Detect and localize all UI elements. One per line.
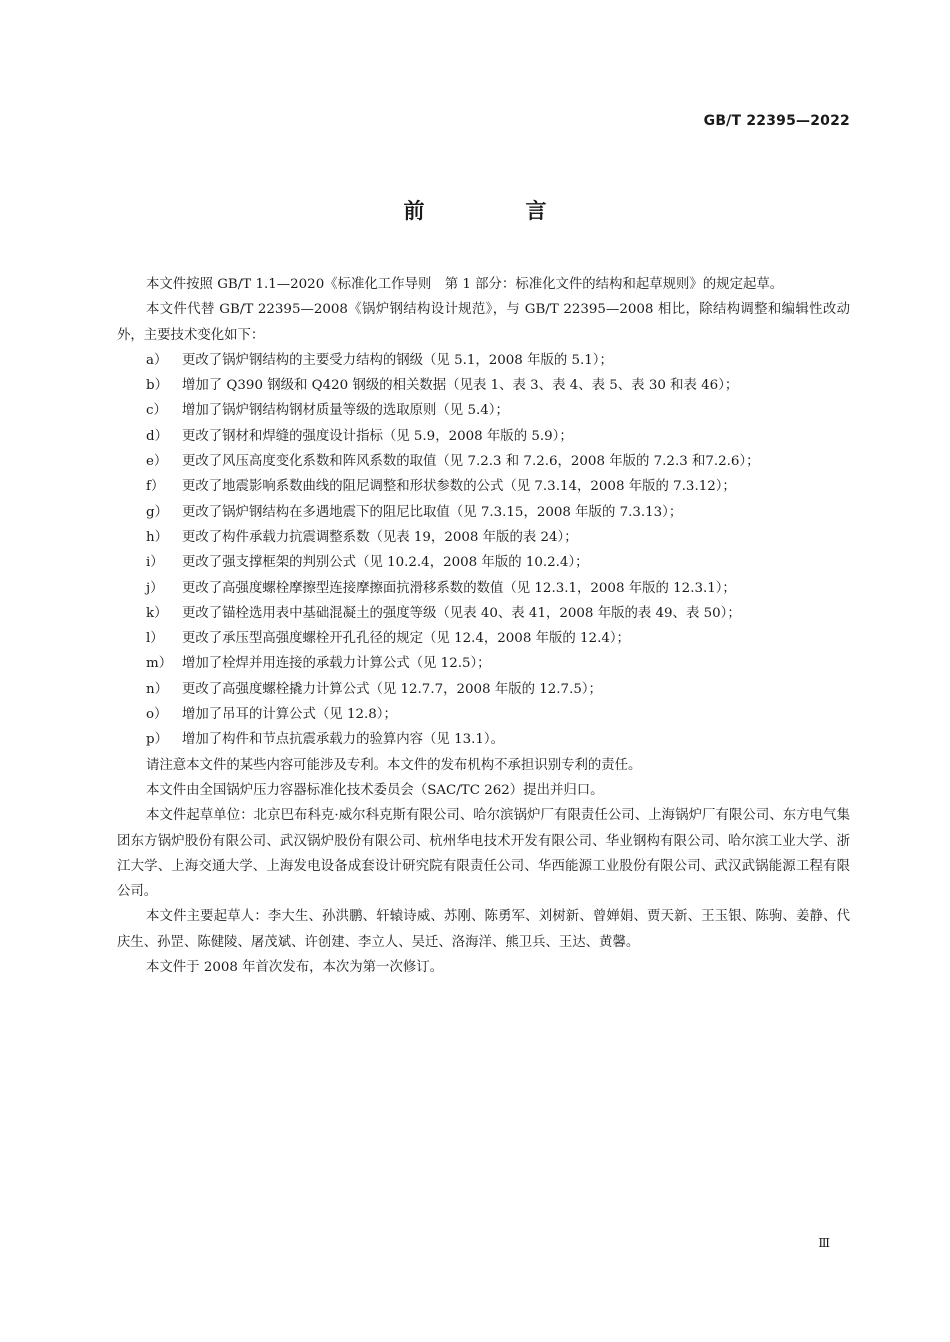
drafters: 本文件主要起草人：李大生、孙洪鹏、轩辕诗威、苏刚、陈勇军、刘树新、曾婵娟、贾天新、王玉银、陈驹、姜静、代庆生、孙罡、陈健陵、屠茂斌、许创建、李立人、吴迁、洛海洋、熊卫兵、王达、黄馨。 bbox=[117, 909, 850, 950]
list-text: 更改了风压高度变化系数和阵风系数的取值（见 7.2.3 和 7.2.6，2008 年版的 7.2.3 和7.2.6）； bbox=[182, 454, 760, 470]
intro-paragraph: 本文件按照 GB/T 1.1—2020《标准化工作导则 第 1 部分：标准化文件的结构和起草规则》的规定起草。 bbox=[146, 277, 784, 292]
list-text: 更改了高强度螺栓摩擦型连接摩擦面抗滑移系数的数值（见 12.3.1，2008 年版的 12.3.1）； bbox=[182, 580, 736, 596]
list-text: 更改了锅炉钢结构在多遇地震下的阻尼比取值（见 7.3.15，2008 年版的 7.3.13）； bbox=[182, 504, 683, 520]
drafting-organizations: 本文件起草单位：北京巴布科克·威尔科克斯有限公司、哈尔滨锅炉厂有限责任公司、上海锅炉厂有限公司、东方电气集团东方锅炉股份有限公司、武汉锅炉股份有限公司、杭州华电技术开发有限公司、华业钢构有限公司、哈尔滨工业大学、浙江大学、上海交通大学、上海发电设备成套设计研究院有限责任公司、华西能源工业股份有限公司、武汉武锅能源工程有限公司。 bbox=[117, 808, 850, 900]
list-marker: h） bbox=[146, 529, 169, 545]
list-text: 更改了锚栓选用表中基础混凝土的强度等级（见表 40、表 41，2008 年版的表 49、表 50）； bbox=[182, 605, 741, 621]
list-item bbox=[117, 348, 850, 373]
list-text: 增加了锅炉钢结构钢材质量等级的选取原则（见 5.4）； bbox=[182, 403, 509, 419]
list-text: 增加了 Q390 钢级和 Q420 钢级的相关数据（见表 1、表 3、表 4、表 5、表 30 和表 46）； bbox=[182, 378, 739, 394]
list-item bbox=[117, 373, 850, 398]
list-text: 更改了地震影响系数曲线的阻尼调整和形状参数的公式（见 7.3.14，2008 年版的 7.3.12）； bbox=[182, 479, 736, 495]
document-code: GB/T 22395—2022 bbox=[703, 113, 850, 129]
list-text: 更改了强支撑框架的判别公式（见 10.2.4，2008 年版的 10.2.4）； bbox=[182, 555, 589, 571]
list-item bbox=[117, 576, 850, 601]
list-marker: k） bbox=[146, 605, 168, 621]
list-marker: p） bbox=[146, 732, 168, 748]
list-item bbox=[117, 626, 850, 651]
list-item bbox=[117, 398, 850, 423]
list-marker: l） bbox=[146, 631, 164, 647]
list-item bbox=[117, 525, 850, 550]
list-marker: d） bbox=[146, 428, 168, 444]
list-marker: g） bbox=[146, 504, 168, 520]
list-item bbox=[117, 677, 850, 702]
list-text: 增加了栓焊并用连接的承载力计算公式（见 12.5）； bbox=[182, 656, 491, 672]
list-marker: e） bbox=[146, 454, 168, 470]
list-text: 更改了高强度螺栓撬力计算公式（见 12.7.7，2008 年版的 12.7.5）； bbox=[182, 681, 602, 697]
list-marker: m） bbox=[146, 656, 173, 672]
list-text: 更改了承压型高强度螺栓开孔孔径的规定（见 12.4，2008 年版的 12.4）； bbox=[182, 631, 630, 647]
list-item bbox=[117, 651, 850, 676]
list-text: 更改了构件承载力抗震调整系数（见表 19，2008 年版的表 24）； bbox=[182, 529, 578, 545]
list-text: 增加了吊耳的计算公式（见 12.8）； bbox=[182, 707, 397, 723]
list-text: 增加了构件和节点抗震承载力的验算内容（见 13.1）。 bbox=[182, 732, 504, 748]
list-text: 更改了钢材和焊缝的强度设计指标（见 5.9，2008 年版的 5.9）； bbox=[182, 428, 573, 444]
patent-notice: 请注意本文件的某些内容可能涉及专利。本文件的发布机构不承担识别专利的责任。 bbox=[146, 757, 642, 773]
list-item bbox=[117, 474, 850, 499]
list-marker: o） bbox=[146, 707, 168, 723]
list-item bbox=[117, 727, 850, 752]
list-text: 更改了锅炉钢结构的主要受力结构的钢级（见 5.1，2008 年版的 5.1）； bbox=[182, 352, 613, 368]
list-marker: a） bbox=[146, 352, 168, 368]
list-marker: n） bbox=[146, 681, 169, 697]
intro-paragraph: 本文件代替 GB/T 22395—2008《锅炉钢结构设计规范》，与 GB/T 22395—2008 相比，除结构调整和编辑性改动外，主要技术变化如下： bbox=[117, 302, 850, 343]
list-item bbox=[117, 449, 850, 474]
list-marker: b） bbox=[146, 378, 168, 394]
list-item bbox=[117, 424, 850, 449]
page-number: Ⅲ bbox=[818, 1236, 830, 1250]
foreword-body bbox=[117, 272, 850, 980]
list-marker: f） bbox=[146, 479, 165, 495]
list-marker: i） bbox=[146, 555, 164, 571]
publication-history: 本文件于 2008 年首次发布，本次为第一次修订。 bbox=[146, 960, 444, 976]
page-title: 前 言 bbox=[403, 199, 587, 223]
list-item bbox=[117, 702, 850, 727]
list-marker: j） bbox=[146, 580, 164, 596]
proposing-body: 本文件由全国锅炉压力容器标准化技术委员会（SAC/TC 262）提出并归口。 bbox=[146, 782, 604, 798]
list-item bbox=[117, 601, 850, 626]
list-item bbox=[117, 550, 850, 575]
list-item bbox=[117, 500, 850, 525]
list-marker: c） bbox=[146, 403, 167, 419]
changes-list bbox=[117, 348, 850, 753]
